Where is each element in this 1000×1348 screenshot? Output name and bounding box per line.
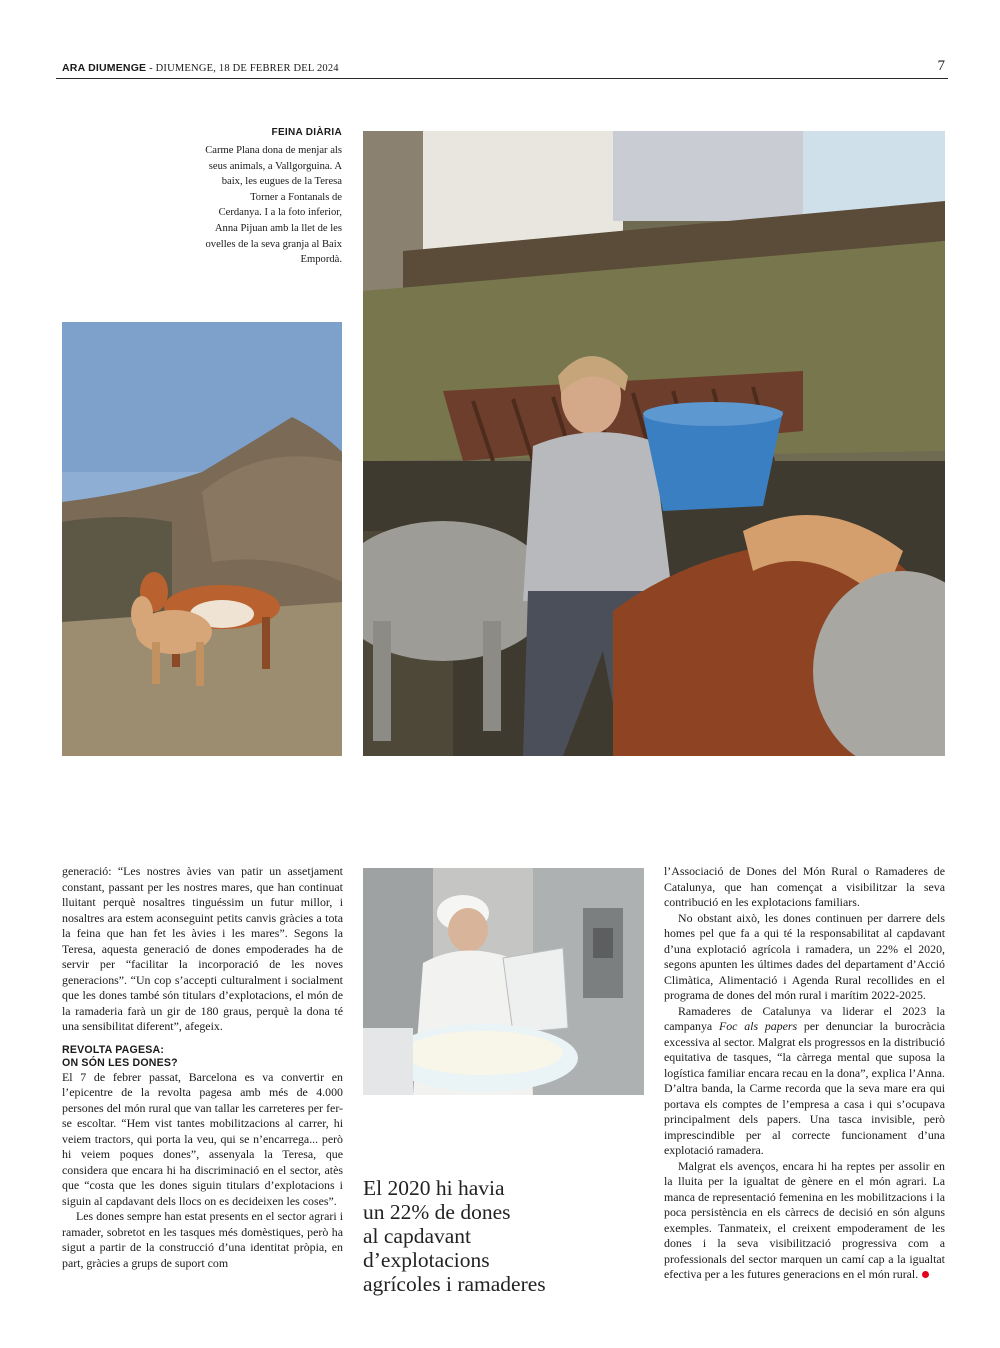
caption-line: Cerdanya. I a la foto inferior, bbox=[218, 207, 342, 219]
caption-line: Carme Plana dona de menjar als bbox=[205, 145, 342, 156]
caption-line: Torner a Fontanals de bbox=[250, 191, 342, 203]
article-paragraph: l’Associació de Dones del Món Rural o Ramaderes de Catalunya, que han començat a visibilitzar la seva contribució en les explotacions familiars. bbox=[664, 864, 945, 909]
end-of-article-dot bbox=[922, 1271, 929, 1278]
subhead-line: REVOLTA PAGESA: bbox=[62, 1043, 165, 1056]
article-column-right bbox=[664, 864, 945, 1283]
photo-barn-feeding bbox=[363, 131, 945, 756]
caption-line: baix, les eugues de la Teresa bbox=[221, 176, 342, 188]
pull-quote-line: d’explotacions bbox=[363, 1248, 490, 1272]
pull-quote-line: agrícoles i ramaderes bbox=[363, 1272, 546, 1296]
pull-quote-line: El 2020 hi havia bbox=[363, 1176, 505, 1200]
pull-quote bbox=[363, 1176, 633, 1296]
paragraph-text: Malgrat els avenços, encara hi ha reptes per assolir en la lluita per la igualtat de gènere en el món agrari. La manca de representació femenina en les mobilitzacions i la poca persistència en els càrrecs de decisió en són alguns exemples. Tanmateix, el creixent empoderament de les dones i la seva visibilització progressiva com a professionals del sector marquen un camí cap a la igualtat efectiva per a les futures generacions en el món rural. bbox=[664, 1158, 945, 1281]
paragraph-text: per denunciar la burocràcia excessiva al sector. Malgrat els progressos en la distribució equitativa de tasques, “la càrrega mental que suposa la logística familiar encara recau en la dona”, explica l’Anna. D’altra banda, la Carme recorda que la seva mare era qui portava els comptes de l’empresa a casa i qui s’ocupava principalment dels papers. Una tasca invisible, però imprescindible per al correcte funcionament d’una explotació ramadera. bbox=[664, 1019, 946, 1157]
article-paragraph bbox=[664, 1159, 945, 1283]
article-paragraph: No obstant això, les dones continuen per darrere dels homes pel que fa a qui té la responsabilitat al capdavant d’una explotació agrícola i ramadera, un 22% el 2020, segons apunten les últimes dades del departament d’Acció Climàtica, Alimentació i Agenda Rural recollides en el programa de dones del món rural i marítim 2022-2025. bbox=[664, 910, 945, 1002]
campaign-name: Foc als papers bbox=[718, 1019, 798, 1033]
header-separator: - bbox=[146, 63, 156, 74]
pull-quote-line: al capdavant bbox=[363, 1224, 472, 1248]
caption-line: Empordà. bbox=[300, 254, 342, 266]
article-paragraph bbox=[664, 1004, 945, 1159]
photo-mares-mountain bbox=[62, 322, 342, 756]
publication-name: ARA DIUMENGE bbox=[62, 62, 147, 74]
header-rule bbox=[56, 78, 948, 79]
photo-milk-pouring bbox=[363, 868, 644, 1095]
paragraph-text: Ramaderes de Catalunya va liderar el 2023 la campanya bbox=[664, 1003, 945, 1033]
page-number: 7 bbox=[937, 58, 945, 74]
article-column-left bbox=[62, 864, 343, 1271]
issue-date: DIUMENGE, 18 DE FEBRER DEL 2024 bbox=[155, 63, 339, 74]
caption-line: ovelles de la seva granja al Baix bbox=[205, 238, 342, 250]
caption-line: Anna Pijuan amb la llet de les bbox=[214, 222, 342, 234]
article-paragraph: Les dones sempre han estat presents en el sector agrari i ramader, sobretot en les tasques més domèstiques, però ha sigut a partir de la construcció d’una identitat pròpia, en part, gràcies a grups de suport com bbox=[62, 1209, 343, 1270]
article-paragraph: El 7 de febrer passat, Barcelona es va convertir en l’epicentre de la revolta pagesa amb més de 4.000 persones del món rural que van tallar les carreteres per fer-se escoltar. “Hem vist tantes mobilitzacions al carrer, hi veiem tractors, qui porta la veu, qui se n’encarrega... però hi veiem poques dones”, assenyala la Teresa, que considera que encara hi ha discriminació en el sector, atès que “costa que les dones siguin titulars d’explotacions i siguin al capdavant dels llocs on es decideixen les coses”. bbox=[62, 1069, 343, 1208]
running-header bbox=[62, 62, 339, 74]
caption-line: seus animals, a Vallgorguina. A bbox=[208, 160, 342, 172]
article-paragraph: generació: “Les nostres àvies van patir un assetjament constant, passant per les nostres mares, que han continuat lluitant perquè nosaltres tinguéssim un futur millor, i nosaltres ara estem aconseguint petits canvis gràcies a tota la feina que han fet les àvies i les mares”. Segons la Teresa, aquesta generació de dones empoderades ha de servir per “facilitar la incorporació de les noves generacions”. “Un cop s’accepti culturalment i socialment que les dones també són titulars d’explotacions, el món de la ramaderia farà un gir de 180 graus, perquè la dona té una sensibilitat diferent”, afegeix. bbox=[62, 864, 343, 1033]
pull-quote-line: un 22% de dones bbox=[363, 1200, 511, 1224]
caption-kicker: FEINA DIÀRIA bbox=[271, 127, 342, 138]
section-subhead bbox=[62, 1044, 343, 1070]
subhead-line: ON SÓN LES DONES? bbox=[62, 1056, 178, 1069]
photo-caption bbox=[180, 143, 342, 268]
